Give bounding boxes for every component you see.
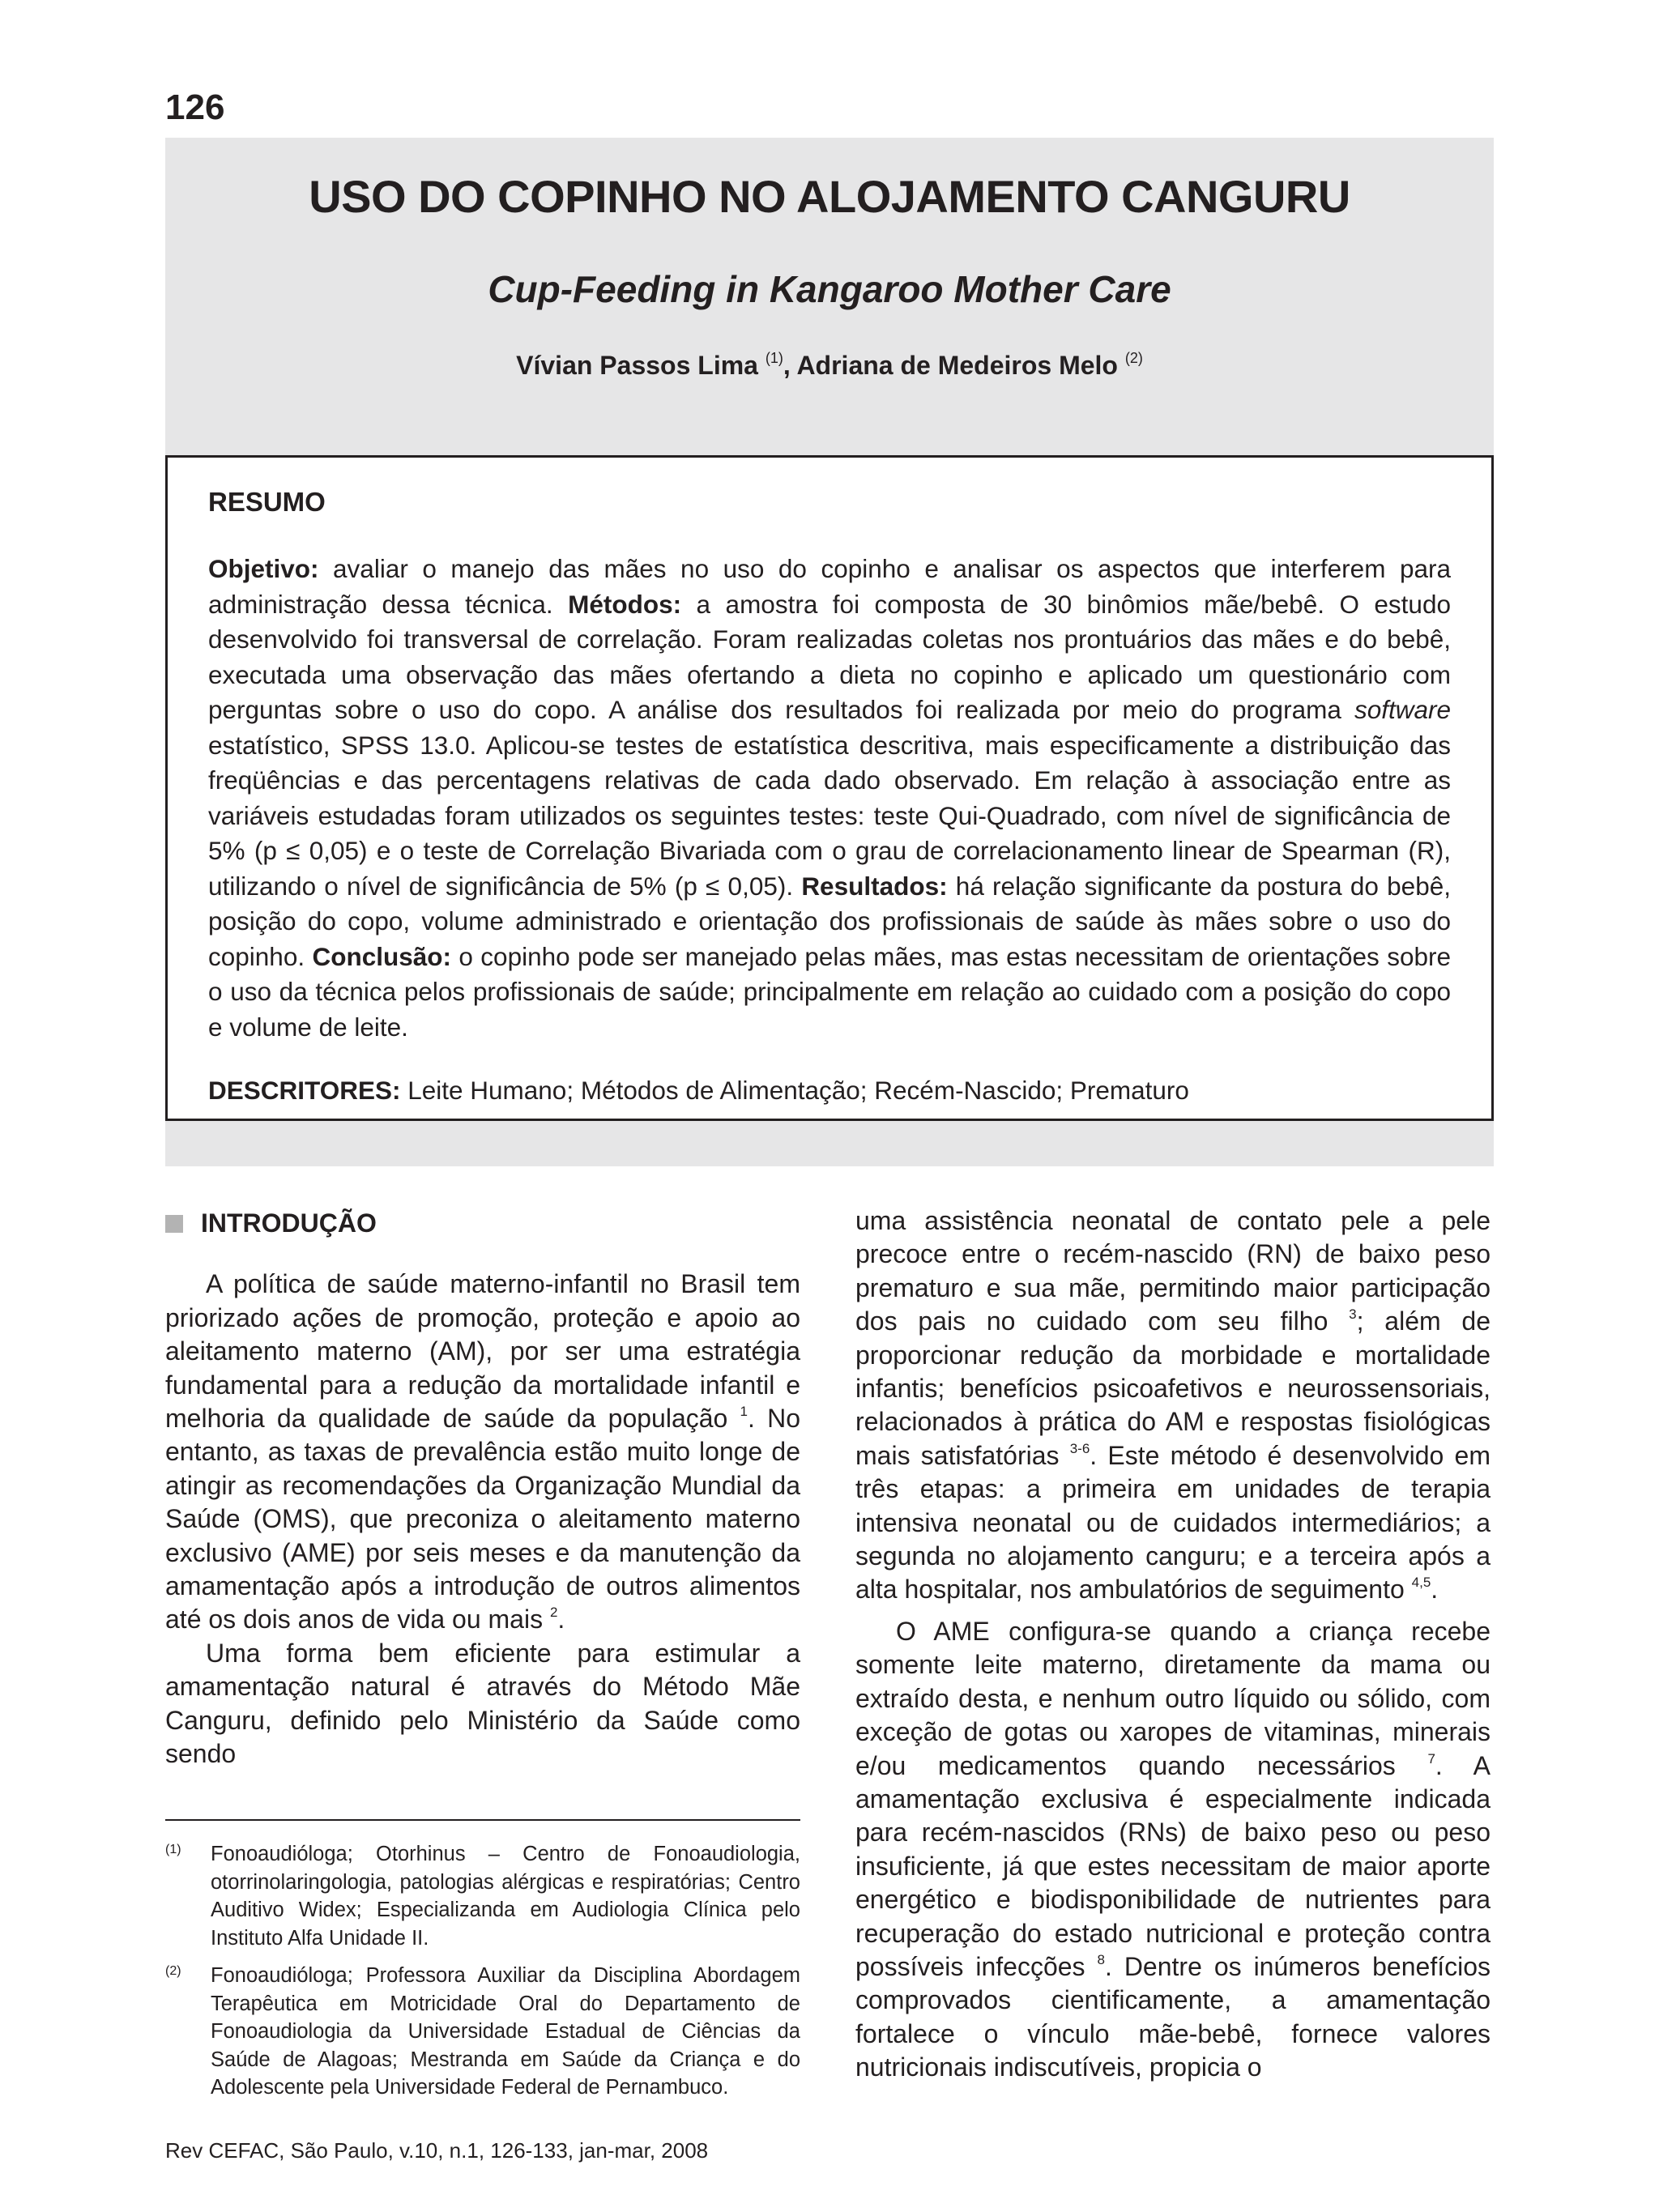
left-column: [165, 1207, 800, 1771]
author-separator: ,: [783, 351, 791, 380]
affiliation-mark: (2): [1124, 350, 1143, 366]
citation-ref: 7: [1427, 1750, 1435, 1767]
footnotes: [165, 1840, 800, 2112]
paragraph: [855, 1204, 1491, 1607]
paragraph-text: .: [557, 1605, 565, 1634]
affiliation-mark: (1): [765, 350, 783, 366]
footnote-text: Fonoaudióloga; Professora Auxiliar da Disciplina Abordagem Terapêutica em Motricidade Oral do Departamento de Fonoaudiologia da Universidade Estadual de Ciências da Saúde de Alagoas; Mestranda em Saúde da Criança e do Adolescente pela Universidade Federal de Pernambuco.: [211, 1964, 800, 2099]
paragraph: [165, 1637, 800, 1771]
footnote-mark: (2): [165, 1964, 181, 1978]
footnote: [165, 1962, 800, 2102]
abstract-text: há relação significante da postura do bebê, posição do copo, volume administrado e orientação dos profissionais de saúde às mães sobre o uso do copinho.: [208, 871, 1451, 971]
citation-ref: 3-6: [1069, 1440, 1090, 1456]
abstract-text-italic: software: [1354, 695, 1451, 724]
paragraph-text: A política de saúde materno-infantil no Brasil tem priorizado ações de promoção, proteção e apoio ao aleitamento materno (AM), por ser uma estratégia fundamental para a redução da mortalidade infantil e melhoria da qualidade de saúde da população: [165, 1269, 800, 1434]
paragraph-text: .: [1431, 1575, 1439, 1605]
paragraph-text: . Dentre os inúmeros benefícios comprovados cientificamente, a amamentação fortalece o vínculo mãe-bebê, fornece valores nutricionais indiscutíveis, propicia o: [855, 1951, 1491, 2082]
keywords-text: Leite Humano; Métodos de Alimentação; Recém-Nascido; Prematuro: [400, 1076, 1189, 1105]
abstract-label: Objetivo:: [208, 554, 319, 583]
paragraph-text: uma assistência neonatal de contato pele a pele precoce entre o recém-nascido (RN) de baixo peso prematuro e sua mãe, permitindo maior participação dos pais no cuidado com seu filho: [855, 1206, 1491, 1336]
abstract-text: a amostra foi composta de 30 binômios mãe/bebê. O estudo desenvolvido foi transversal de correlação. Foram realizadas coletas nos prontuários das mães e do bebê, executada uma observação das mães ofertando a dieta no copinho e aplicado um questionário com perguntas sobre o uso do copo. A análise dos resultados foi realizada por meio do programa: [208, 589, 1451, 724]
article-subtitle: Cup-Feeding in Kangaroo Mother Care: [488, 268, 1171, 310]
section-heading: [165, 1207, 800, 1240]
paragraph-text: . Este método é desenvolvido em três etapas: a primeira em unidades de terapia intensiva neonatal ou de cuidados intermediários; a segunda no alojamento canguru; e a terceira após a alta hospitalar, nos ambulatórios de seguimento: [855, 1440, 1491, 1605]
abstract-label: Métodos:: [568, 589, 682, 619]
citation-ref: 4,5: [1411, 1575, 1431, 1591]
keywords: [208, 1076, 1451, 1106]
abstract-heading: RESUMO: [208, 487, 326, 517]
citation-ref: 3: [1349, 1306, 1357, 1323]
citation-ref: 1: [740, 1404, 748, 1420]
abstract-label: Resultados:: [801, 871, 948, 901]
abstract-label: Conclusão:: [312, 941, 451, 971]
abstract-box: [165, 455, 1494, 1121]
section-marker-icon: [165, 1215, 183, 1233]
paragraph-text: O AME configura-se quando a criança recebe somente leite materno, diretamente da mama ou extraído desta, e nenhum outro líquido ou sólido, com exceção de gotas ou xaropes de vitaminas, minerais e/ou medicamentos quando necessários: [855, 1616, 1491, 1780]
journal-citation: Rev CEFAC, São Paulo, v.10, n.1, 126-133, jan-mar, 2008: [165, 2138, 709, 2163]
citation-ref: 2: [549, 1605, 558, 1621]
footnote-mark: (1): [165, 1843, 181, 1856]
abstract-body: [208, 552, 1451, 1045]
article-title: USO DO COPINHO NO ALOJAMENTO CANGURU: [309, 171, 1350, 222]
abstract-text: estatístico, SPSS 13.0. Aplicou-se testes de estatística descritiva, mais especificamente a distribuição das freqüências e das percentagens relativas de cada dado observado. Em relação à associação entre as variáveis estudadas foram utilizados os seguintes testes: teste Qui-Quadrado, com nível de significância de 5% (p ≤ 0,05) e o teste de Correlação Bivariada com o grau de correlacionamento linear de Spearman (R), utilizando o nível de significância de 5% (p ≤ 0,05).: [208, 730, 1451, 901]
paragraph-text: . No entanto, as taxas de prevalência estão muito longe de atingir as recomendações da Organização Mundial da Saúde (OMS), que preconiza o aleitamento materno exclusivo (AME) por seis meses e da manutenção da amamentação após a introdução de outros alimentos até os dois anos de vida ou mais: [165, 1404, 801, 1634]
paragraph: [855, 1615, 1491, 2085]
paragraph-text: Uma forma bem eficiente para estimular a amamentação natural é através do Método Mãe Canguru, definido pelo Ministério da Saúde como sendo: [165, 1638, 800, 1769]
paragraph-text: . A amamentação exclusiva é especialmente indicada para recém-nascidos (RNs) de baixo peso ou peso insuficiente, já que estes necessitam de maior aporte energético e biodisponibilidade de nutrientes para recuperação do estado nutricional e proteção contra possíveis infecções: [855, 1750, 1491, 1981]
author-list: [165, 350, 1494, 381]
paragraph: [165, 1268, 800, 1636]
abstract-text: o copinho pode ser manejado pelas mães, mas estas necessitam de orientações sobre o uso da técnica pelos profissionais de saúde; principalmente em relação ao cuidado com a posição do copo e volume de leite.: [208, 941, 1451, 1042]
section-heading-text: INTRODUÇÃO: [201, 1208, 377, 1238]
paragraph-text: ; além de proporcionar redução da morbidade e mortalidade infantis; benefícios psicoafetivos e neurossensoriais, relacionados à prática do AM e respostas fisiológicas mais satisfatórias: [855, 1306, 1491, 1470]
author-name: Adriana de Medeiros Melo: [796, 351, 1118, 380]
page-number: 126: [165, 87, 225, 127]
footnote-text: Fonoaudióloga; Otorhinus – Centro de Fonoaudiologia, otorrinolaringologia, patologias alérgicas e respiratórias; Centro Auditivo Widex; Especializanda em Audiologia Clínica pelo Instituto Alfa Unidade II.: [211, 1843, 800, 1950]
footnote: [165, 1840, 800, 1952]
right-column: [855, 1204, 1491, 2085]
author-name: Vívian Passos Lima: [516, 351, 758, 380]
keywords-label: DESCRITORES:: [208, 1076, 401, 1105]
citation-ref: 8: [1097, 1951, 1105, 1967]
abstract-text: avaliar o manejo das mães no uso do copinho e analisar os aspectos que interferem para administração dessa técnica.: [208, 554, 1451, 619]
footnote-divider: [165, 1819, 800, 1821]
